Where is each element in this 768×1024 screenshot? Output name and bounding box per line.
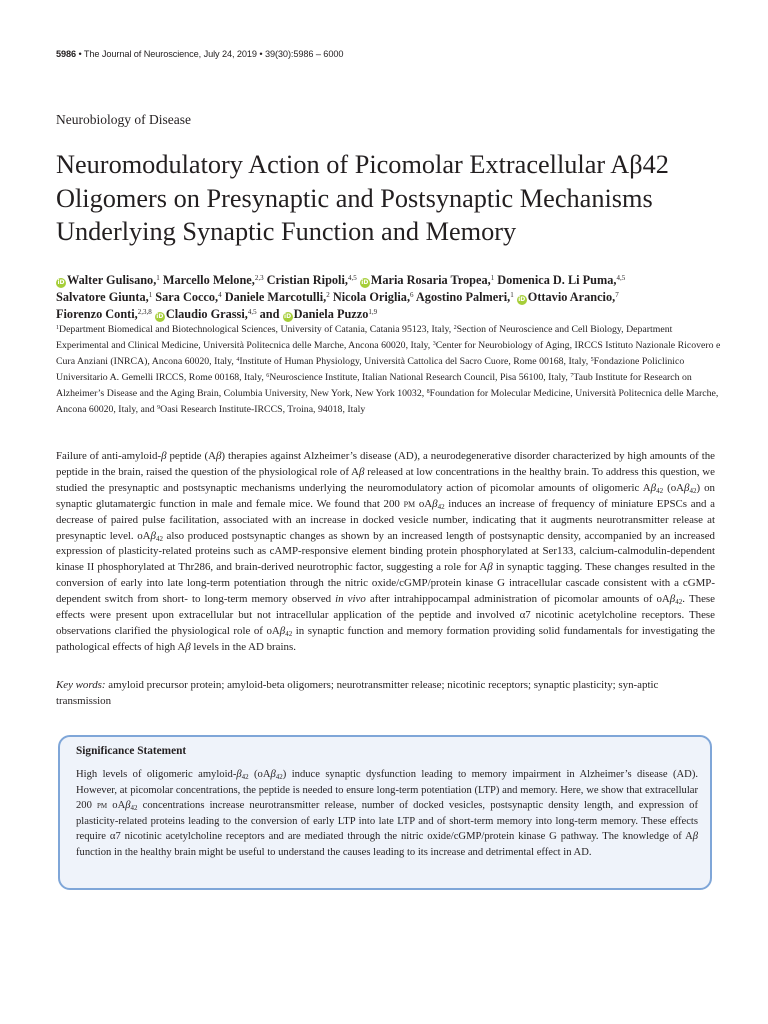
beta-symbol: β: [692, 831, 698, 843]
author-affiliation-marker: 1: [156, 274, 160, 282]
author-name: Daniela Puzzo: [293, 307, 369, 322]
significance-text: concentrations increase neurotransmitter release, number of docked vesicles, postsynaptic density length, and expression of plasticity-related proteins leading to the conversion of early LTP into late LTP and of short-term memory into long-term memory. These effects require: [76, 800, 698, 843]
author-affiliation-marker: 4,5: [247, 308, 257, 317]
author-affiliation-marker: 4: [218, 291, 222, 300]
subscript-42: 42: [241, 773, 249, 781]
section-heading: Neurobiology of Disease: [56, 112, 191, 127]
author[interactable]: [283, 307, 378, 321]
author-affiliation-marker: 6: [410, 291, 414, 300]
unit-pm: pm: [97, 800, 108, 812]
author[interactable]: [163, 273, 264, 287]
subscript-42: 42: [437, 502, 445, 511]
author-name: Maria Rosaria Tropea,: [370, 273, 491, 287]
beta-symbol: β: [215, 450, 222, 462]
significance-text: function in the healthy brain might be useful to understand the causes leading to its increase and detrimental effect in AD.: [76, 846, 592, 858]
author[interactable]: [416, 290, 514, 304]
abstract-text: ) on synaptic glutamatergic function in male and female mice. We found that 200: [56, 481, 715, 510]
significance-text: 7 nicotinic acetylcholine receptors and are mediated through the nitric oxide/cGMP/protein kinase G pathway. The knowledge of A: [115, 831, 693, 843]
author-name: Daniele Marcotulli,: [224, 290, 327, 305]
keywords-list: amyloid precursor protein; amyloid-beta oligomers; neurotransmitter release; nicotinic receptors; synaptic plasticity; syn-aptic transmission: [56, 679, 659, 707]
affiliation-number: 9: [157, 404, 161, 411]
affiliation-text: Section of Neuroscience and Cell Biology, Department Experimental and Clinical Medicine, Università Politecnica delle Marche, Ancona 60020, Italy,: [56, 324, 673, 351]
abstract-text: in synaptic function and memory formation providing solid fundamentals for investigating the pathological effects of high A: [56, 624, 715, 653]
abstract-text: after intrahippocampal administration of picomolar amounts of oA: [365, 593, 670, 606]
beta-symbol: β: [236, 769, 242, 780]
author-affiliation-marker: 4,5: [616, 274, 626, 282]
beta-symbol: β: [487, 561, 493, 574]
author-list: [56, 272, 736, 324]
author-affiliation-marker: 2,3: [254, 274, 264, 282]
author-name: Walter Gulisano,: [67, 273, 157, 287]
affiliation-text: Neuroscience Institute, Italian National Research Council, Pisa 56100, Italy,: [269, 371, 571, 383]
significance-text: oA: [107, 800, 126, 812]
beta-symbol: β: [161, 450, 167, 462]
beta-symbol: β: [279, 624, 286, 637]
author[interactable]: [56, 273, 160, 287]
running-head: 5986 • The Journal of Neuroscience, July 24, 2019 • 39(30):5986 – 6000: [56, 49, 344, 59]
significance-title: Significance Statement: [76, 745, 187, 757]
in-vivo-italic: in vivo: [335, 593, 366, 606]
affiliation-number: 4: [236, 356, 240, 363]
affiliation-text: Fondazione Policlinico Universitario A. Gemelli IRCCS, Rome 00168, Italy,: [56, 355, 685, 383]
abstract-text: also produced postsynaptic changes as shown by an increased length of postsynaptic density, accompanied by an increased expression of plasticity-related proteins such as cAMP-responsive element binding protein phosphorylated at Ser133, calcium-calmodulin-dependent kinase II phosphorylated at Thr286, and brain-derived neurotrophic factor, suggesting a role for A: [56, 529, 716, 574]
author-name: Agostino Palmeri,: [415, 290, 511, 305]
affiliation-text: Institute of Human Physiology, Università Cattolica del Sacro Cuore, Rome 00168, Italy,: [239, 355, 591, 367]
journal-citation: The Journal of Neuroscience, July 24, 2019 • 39(30):5986 – 6000: [83, 49, 344, 59]
author-name: Sara Cocco,: [155, 290, 219, 305]
affiliation-number: 7: [570, 372, 574, 379]
author-affiliation-marker: 1: [490, 274, 495, 282]
author[interactable]: [267, 273, 357, 287]
subscript-42: 42: [675, 598, 683, 607]
beta-symbol: β: [125, 800, 131, 812]
abstract: [56, 449, 715, 656]
significance-text: (oA: [248, 769, 271, 780]
abstract-text: levels in the AD brains.: [190, 640, 296, 653]
author-name: Nicola Origlia,: [332, 290, 411, 305]
title-line-2: Oligomers on Presynaptic and Postsynaptic Mechanisms: [56, 183, 653, 213]
author[interactable]: [517, 290, 619, 304]
author[interactable]: [333, 290, 414, 304]
orcid-icon[interactable]: iD: [57, 279, 65, 286]
significance-text: High levels of oligomeric amyloid-: [76, 769, 237, 780]
author[interactable]: [155, 290, 221, 304]
author-affiliation-marker: 4,5: [347, 274, 357, 282]
author[interactable]: [497, 273, 625, 287]
title-line-1: Neuromodulatory Action of Picomolar Extracellular Aβ42: [56, 150, 669, 179]
abstract-text: 7 nicotinic acetylcholine receptors. These observations clarified the physiological role of oA: [56, 609, 715, 637]
abstract-text: peptide (A: [166, 450, 216, 462]
subscript-42: 42: [285, 629, 293, 638]
author-name: Cristian Ripoli,: [266, 273, 348, 287]
page-number: 5986: [56, 49, 77, 59]
beta-symbol: β: [359, 465, 365, 478]
beta-symbol: β: [669, 593, 676, 606]
author[interactable]: [360, 273, 494, 287]
affiliation-text: Taub Institute for Research on Alzheimer’s Disease and the Aging Brain, Columbia University, New York, New York 10032,: [56, 371, 692, 399]
orcid-icon[interactable]: iD: [361, 279, 369, 286]
abstract-text: . These effects were present upon extracellular but not intracellular application of the peptide and involved: [56, 593, 715, 622]
beta-symbol: β: [684, 481, 690, 494]
author-name: Claudio Grassi,: [165, 307, 248, 322]
author-name: Ottavio Arancio,: [527, 290, 616, 305]
unit-pm: pm: [403, 497, 416, 510]
keywords-label: Key words:: [56, 679, 106, 691]
affiliations: [56, 322, 721, 417]
beta-symbol: β: [270, 769, 276, 780]
significance-statement-box: [58, 735, 712, 890]
subscript-42: 42: [689, 486, 697, 495]
author-affiliation-marker: 1: [510, 291, 514, 300]
beta-symbol: β: [650, 481, 657, 494]
abstract-text: oA: [415, 497, 433, 510]
author-affiliation-marker: 7: [615, 291, 619, 300]
author-affiliation-marker: 2: [326, 291, 330, 300]
author-conjunction: and: [256, 307, 280, 322]
author-name: Fiorenzo Conti,: [56, 307, 138, 322]
orcid-icon[interactable]: iD: [518, 296, 526, 304]
affiliation-number: 5: [590, 356, 594, 363]
author-affiliation-marker: 2,3,8: [137, 308, 152, 317]
affiliation-number: 1: [56, 325, 59, 331]
author-name: Salvatore Giunta,: [56, 290, 149, 305]
affiliation-text: Center for Neurobiology of Aging, IRCCS Istituto Nazionale Ricovero e Cura Anziani (INRCA), Ancona 60020, Italy,: [56, 339, 721, 367]
orcid-icon[interactable]: iD: [284, 313, 292, 321]
affiliation-text: Department Biomedical and Biotechnological Sciences, University of Catania, Catania 95123, Italy,: [59, 324, 454, 335]
keywords: [56, 678, 715, 710]
author[interactable]: [225, 290, 330, 304]
affiliation-number: 2: [453, 325, 457, 331]
author[interactable]: [56, 307, 152, 321]
beta-symbol: β: [185, 640, 191, 653]
abstract-text: ) therapies against Alzheimer’s disease (AD), a neurodegenerative disorder characterized by high amounts of the peptide in the brain, raised the question of the physiological role of A: [56, 450, 715, 478]
abstract-text: released at low concentrations in the healthy brain. To address this question, we studied the presynaptic and postsynaptic mechanisms underlying the neuromodulatory action of picomolar amounts of oligomeric A: [56, 465, 716, 494]
author[interactable]: [56, 290, 152, 304]
abstract-text: induces an increase of frequency of miniature EPSCs and a decrease of paired pulse facilitation, associated with an increase in docked vesicle number, indicating that it augments neurotransmitter release at presynaptic level. oA: [56, 497, 715, 542]
article-title: [56, 148, 736, 249]
beta-symbol: β: [150, 529, 156, 542]
subscript-42: 42: [130, 804, 138, 813]
significance-text: ) induce synaptic dysfunction leading to memory impairment in Alzheimer’s disease (AD). However, at picomolar concentrations, the peptide is needed to ensure long-term potentiation (LTP) and memory. Here, we show that extracellular 200: [76, 769, 699, 812]
subscript-42: 42: [155, 534, 163, 543]
subscript-42: 42: [656, 486, 664, 495]
significance-body: [76, 767, 698, 861]
author[interactable]: [155, 307, 280, 321]
abstract-text: Failure of anti-amyloid-: [56, 450, 162, 462]
affiliation-number: 3: [432, 340, 436, 347]
affiliation-number: 8: [426, 388, 430, 395]
subscript-42: 42: [275, 773, 283, 781]
author-affiliation-marker: 1: [148, 291, 153, 300]
beta-symbol: β: [432, 497, 438, 510]
orcid-icon[interactable]: iD: [156, 313, 164, 321]
affiliation-text: Foundation for Molecular Medicine, Università Politecnica delle Marche, Ancona 60020, Italy, and: [56, 387, 719, 415]
author-name: Marcello Melone,: [162, 273, 255, 287]
affiliation-number: 6: [266, 372, 270, 379]
abstract-text: in synaptic tagging. These changes resulted in the conversion of early into late long-term potentiation through the nitric oxide/cGMP/protein kinase G intracellular cascade consistent with a cGMP-dependent switch from short- to long-term memory observed: [56, 561, 715, 606]
author-affiliation-marker: 1,9: [368, 308, 378, 317]
affiliation-text: Oasi Research Institute-IRCCS, Troina, 94018, Italy: [160, 403, 366, 415]
title-line-3: Underlying Synaptic Function and Memory: [56, 217, 517, 246]
alpha-symbol: α: [109, 831, 116, 843]
alpha-symbol: α: [519, 609, 526, 622]
author-name: Domenica D. Li Puma,: [497, 273, 617, 287]
abstract-text: (oA: [663, 481, 685, 494]
